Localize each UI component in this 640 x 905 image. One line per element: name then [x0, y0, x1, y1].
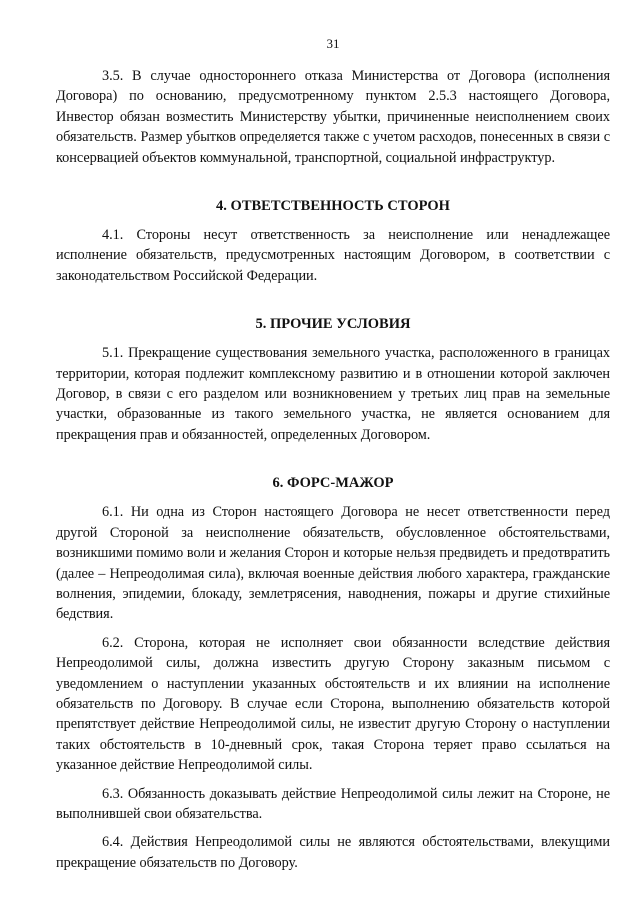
clause-6-4: 6.4. Действия Непреодолимой силы не являются обстоятельствами, влекущими прекращение обязательств по Договору. [56, 834, 610, 871]
clause-6-2: 6.2. Сторона, которая не исполняет свои обязанности вследствие действия Непреодолимой силы, должна известить другую Сторону заказным письмом с уведомлением о наступлении указанных обстоятельств и их влиянии на исполнение обязательств по Договору. В случае если Сторона, выполнению обязательств которой препятствует действие Непреодолимой силы, не известит другую Сторону о наступлении таких обстоятельств в 10-дневный срок, такая Сторона теряет право ссылаться на указанное действие Непреодолимой силы. [56, 634, 610, 774]
clause-3-5: 3.5. В случае одностороннего отказа Министерства от Договора (исполнения Договора) по основанию, предусмотренному пунктом 2.5.3 настоящего Договора, Инвестор обязан возместить Министерству убытки, причиненные неисполнением своих обязательств. Размер убытков определяется также с учетом расходов, понесенных в связи с консервацией объектов коммунальной, транспортной, социальной инфраструктур. [56, 68, 610, 166]
clause-6-1: 6.1. Ни одна из Сторон настоящего Договора не несет ответственности перед другой Стороной за неисполнение обязательств, обусловленное обстоятельствами, возникшими помимо воли и желания Сторон и которые нельзя предвидеть и предотвратить (далее – Непреодолимая сила), включая военные действия любого характера, гражданские волнения, эпидемии, блокаду, землетрясения, наводнения, пожары и другие стихийные бедствия. [56, 504, 610, 623]
section-heading-4: 4. ОТВЕТСТВЕННОСТЬ СТОРОН [216, 198, 450, 215]
page-number: 31 [326, 36, 340, 51]
clause-5-1: 5.1. Прекращение существования земельного участка, расположенного в границах территории, которая подлежит комплексному развитию и в отношении которой заключен Договор, в связи с его разделом или возникновением у третьих лиц прав на земельные участки, образованные из такого земельного участка, не является основанием для прекращения прав и обязанностей, определенных Договором. [56, 345, 610, 443]
clause-4-1: 4.1. Стороны несут ответственность за неисполнение или ненадлежащее исполнение обязательств, предусмотренных настоящим Договором, в соответствии с законодательством Российской Федерации. [56, 227, 610, 284]
section-heading-6: 6. ФОРС-МАЖОР [272, 475, 394, 492]
section-heading-5: 5. ПРОЧИЕ УСЛОВИЯ [255, 316, 411, 333]
clause-6-3: 6.3. Обязанность доказывать действие Непреодолимой силы лежит на Стороне, не выполнившей свои обязательства. [56, 785, 610, 822]
